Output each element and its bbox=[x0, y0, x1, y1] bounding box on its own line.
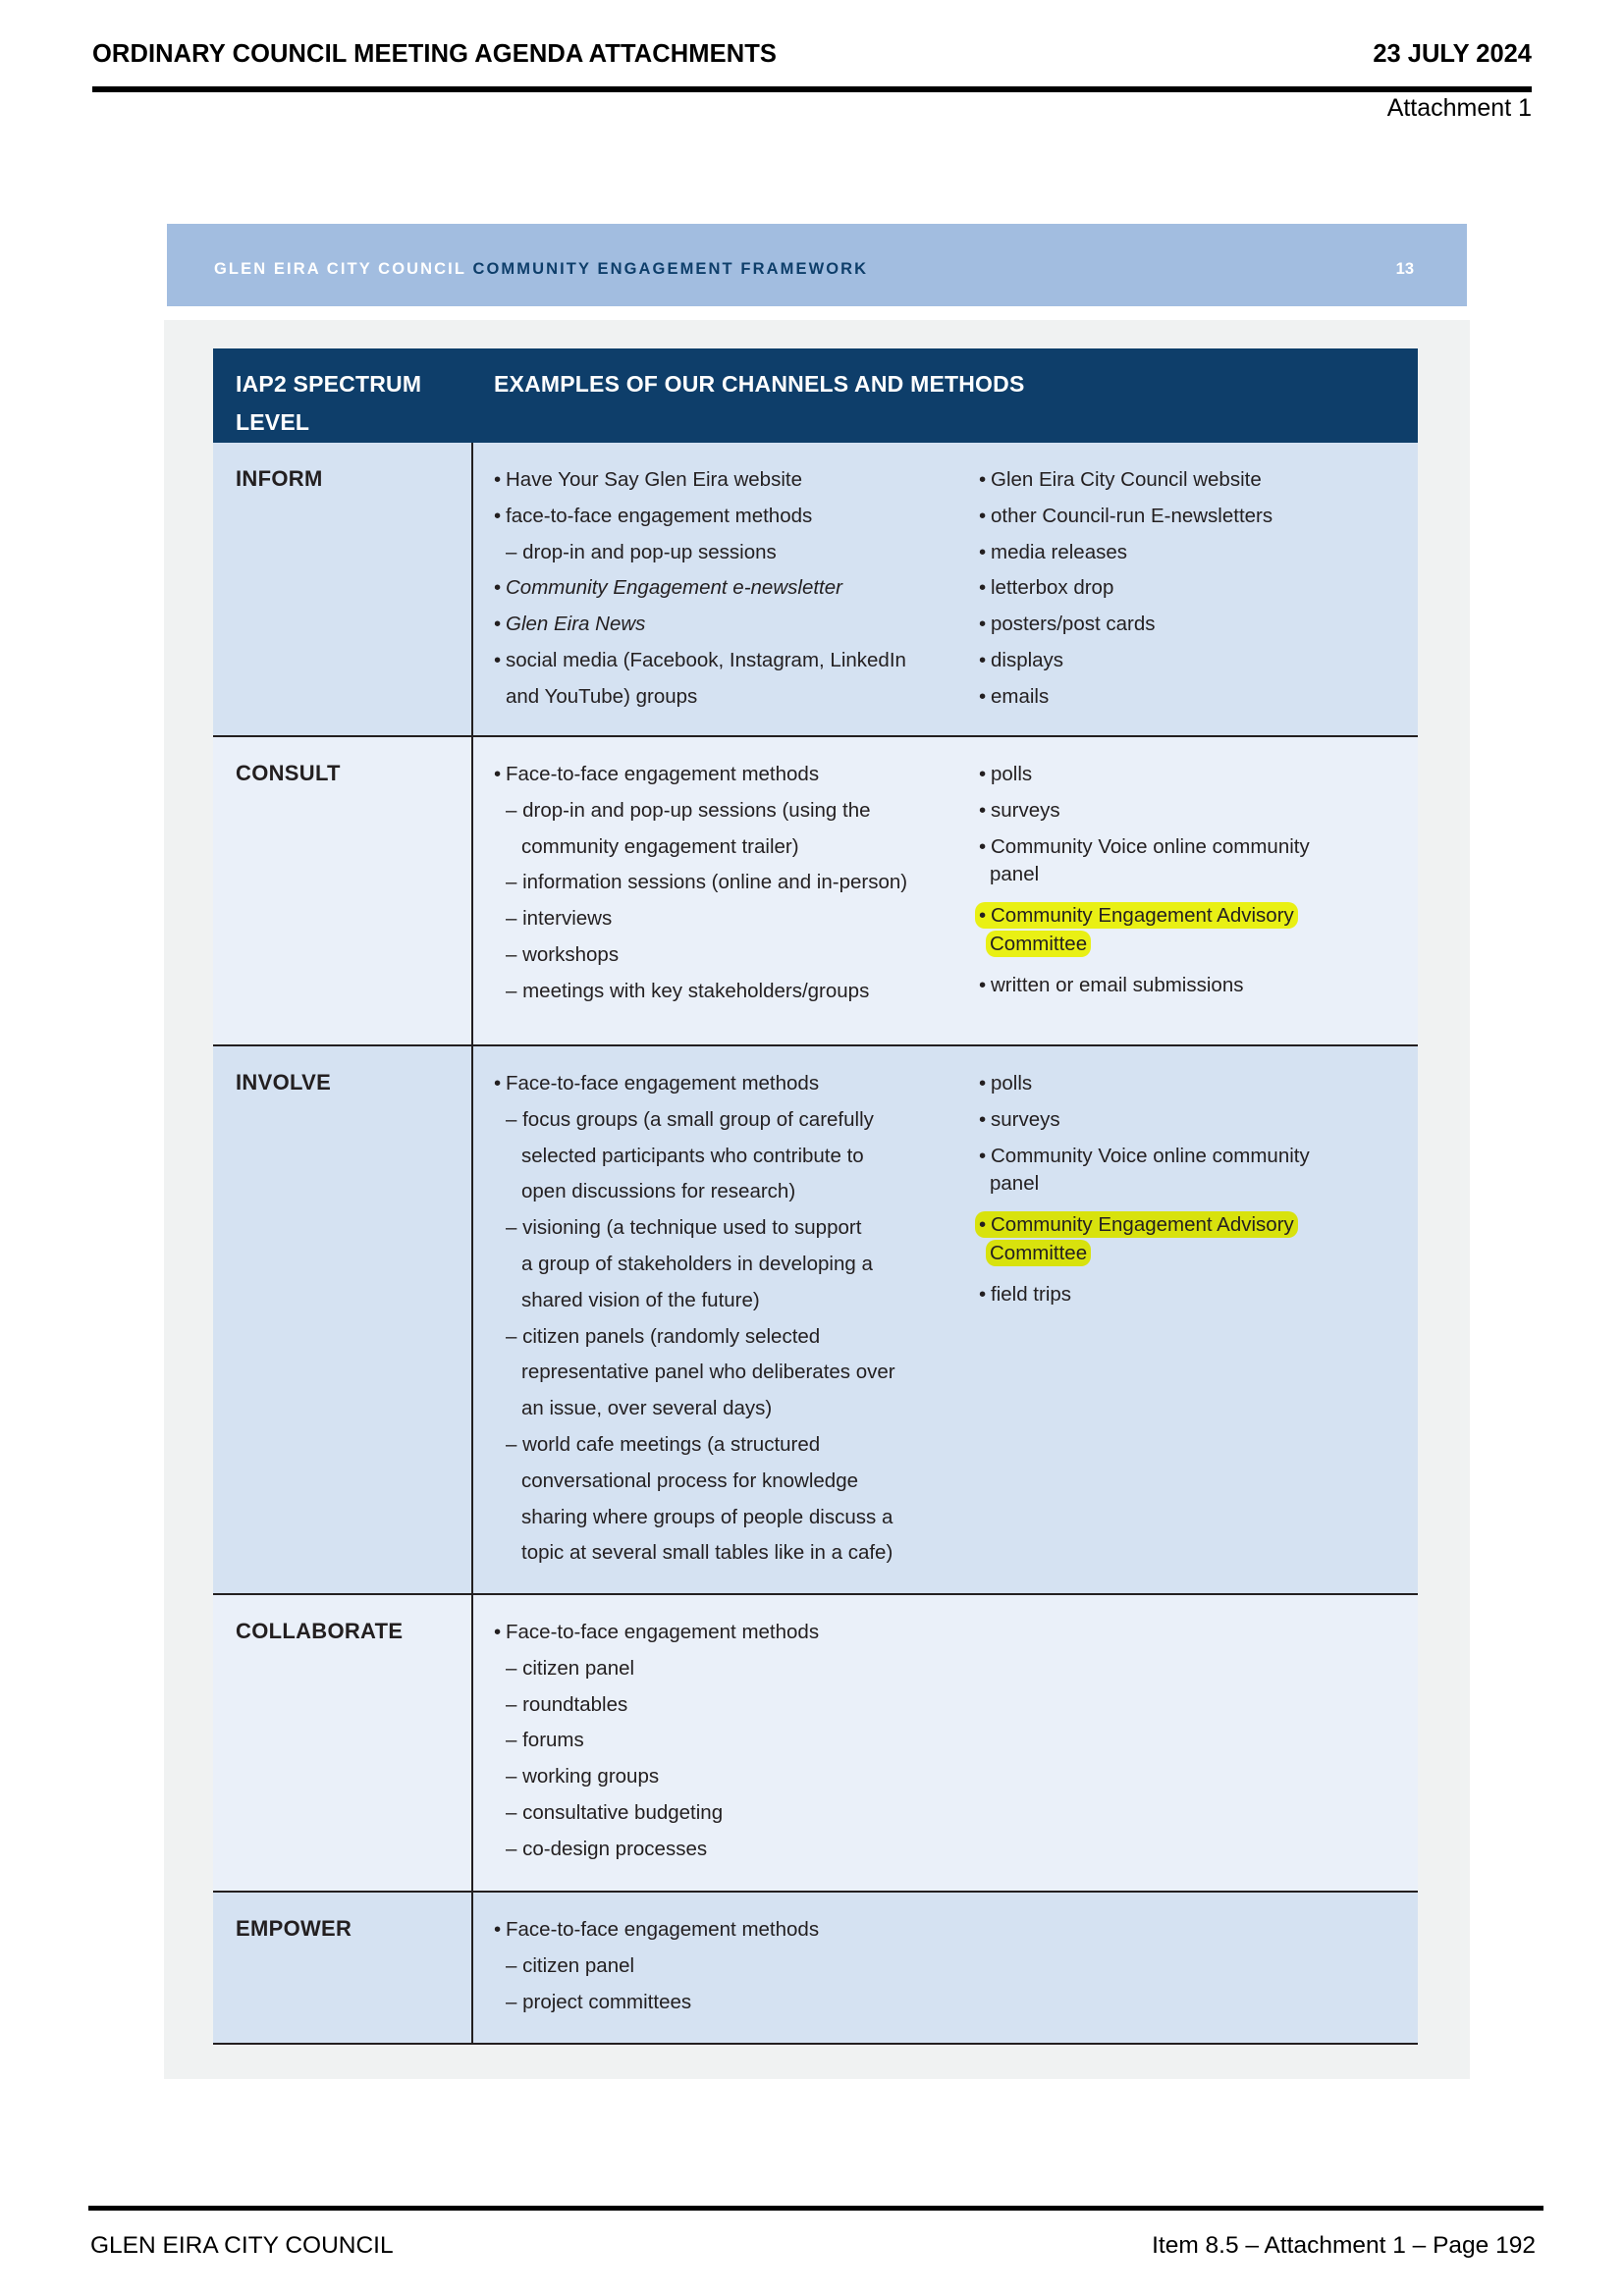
sub-list-item-continuation: selected participants who contribute to bbox=[521, 1144, 864, 1167]
column-divider bbox=[471, 737, 473, 1046]
table-row-empower bbox=[213, 1893, 1418, 2045]
bullet-icon: • bbox=[979, 1144, 987, 1167]
list-item: • Face-to-face engagement methods bbox=[494, 1066, 895, 1102]
methods-column-left bbox=[494, 462, 906, 716]
bullet-icon: • bbox=[494, 1621, 502, 1643]
header-divider bbox=[92, 86, 1532, 92]
column-header-level-line2: LEVEL bbox=[236, 409, 310, 435]
list-item: • social media (Facebook, Instagram, LinkedIn bbox=[494, 643, 906, 679]
list-item: • Have Your Say Glen Eira website bbox=[494, 462, 906, 499]
list-item: • Glen Eira City Council website bbox=[979, 462, 1272, 499]
banner-document-name: COMMUNITY ENGAGEMENT FRAMEWORK bbox=[472, 260, 869, 278]
banner-title bbox=[214, 260, 868, 279]
sub-list-item: – consultative budgeting bbox=[506, 1800, 724, 1824]
methods-column-right bbox=[979, 462, 1272, 716]
table-header bbox=[213, 348, 1418, 443]
bullet-icon: • bbox=[979, 904, 987, 928]
list-item: • displays bbox=[979, 643, 1272, 679]
sub-list-item: – drop-in and pop-up sessions bbox=[506, 540, 777, 563]
bullet-icon: • bbox=[979, 576, 987, 600]
bullet-icon: • bbox=[979, 1072, 987, 1095]
column-header-level bbox=[236, 365, 471, 442]
methods-column-left bbox=[494, 1066, 895, 1572]
level-label: INVOLVE bbox=[236, 1070, 332, 1095]
sub-list-item-continuation: topic at several small tables like in a cafe) bbox=[521, 1541, 893, 1565]
level-label: COLLABORATE bbox=[236, 1619, 404, 1643]
sub-list-item: – drop-in and pop-up sessions (using the bbox=[506, 798, 871, 822]
attachment-label: Attachment 1 bbox=[1386, 94, 1532, 122]
list-item: • written or email submissions bbox=[979, 968, 1310, 1004]
sub-list-item: – focus groups (a small group of carefully bbox=[506, 1107, 874, 1131]
banner-page-number: 13 bbox=[1395, 260, 1414, 278]
column-divider bbox=[471, 1595, 473, 1893]
sub-list-item: – visioning (a technique used to support bbox=[506, 1216, 862, 1240]
highlight-mark: • Community Engagement Advisory bbox=[975, 1211, 1298, 1238]
bullet-icon: • bbox=[979, 648, 987, 671]
list-item: • surveys bbox=[979, 1102, 1310, 1139]
sub-list-item-continuation: a group of stakeholders in developing a bbox=[521, 1252, 873, 1275]
sub-list-item: – citizen panels (randomly selected bbox=[506, 1324, 821, 1348]
sub-list-item: – workshops bbox=[506, 942, 620, 966]
document-header-title: ORDINARY COUNCIL MEETING AGENDA ATTACHMENTS bbox=[92, 40, 778, 68]
highlight-mark: Committee bbox=[986, 931, 1091, 957]
list-item: • media releases bbox=[979, 535, 1272, 571]
list-item: • polls bbox=[979, 1066, 1310, 1102]
bullet-icon: • bbox=[979, 1213, 987, 1237]
bullet-icon: • bbox=[494, 648, 502, 671]
bullet-icon: • bbox=[979, 974, 987, 997]
column-header-level-line1: IAP2 SPECTRUM bbox=[236, 371, 422, 397]
methods-column-right bbox=[979, 757, 1310, 1004]
sub-list-item-continuation: community engagement trailer) bbox=[521, 834, 799, 858]
sub-list-item-continuation: representative panel who deliberates over bbox=[521, 1361, 895, 1384]
list-item: • Face-to-face engagement methods bbox=[494, 1912, 819, 1949]
framework-banner bbox=[167, 224, 1467, 306]
list-item: • letterbox drop bbox=[979, 570, 1272, 607]
bullet-icon: • bbox=[494, 468, 502, 491]
methods-column-left bbox=[494, 757, 907, 1010]
footer-page-reference: Item 8.5 – Attachment 1 – Page 192 bbox=[1152, 2232, 1536, 2259]
table-row-consult bbox=[213, 737, 1418, 1046]
bullet-icon: • bbox=[494, 504, 502, 527]
list-item: • other Council-run E-newsletters bbox=[979, 499, 1272, 535]
bullet-icon: • bbox=[494, 576, 502, 600]
bullet-icon: • bbox=[494, 1918, 502, 1941]
sub-list-item-continuation: conversational process for knowledge bbox=[521, 1468, 858, 1492]
sub-list-item: – working groups bbox=[506, 1765, 660, 1789]
bullet-icon: • bbox=[494, 1072, 502, 1095]
sub-list-item-continuation: open discussions for research) bbox=[521, 1180, 796, 1203]
sub-list-item: – information sessions (online and in-person) bbox=[506, 871, 908, 894]
bullet-icon: • bbox=[979, 684, 987, 708]
list-item: • face-to-face engagement methods bbox=[494, 499, 906, 535]
sub-list-item: – interviews bbox=[506, 907, 613, 931]
list-item: • Face-to-face engagement methods bbox=[494, 757, 907, 793]
list-item: • Community Voice online community bbox=[979, 829, 1310, 866]
list-item-continuation bbox=[979, 1238, 1310, 1269]
column-header-channels: EXAMPLES OF OUR CHANNELS AND METHODS bbox=[494, 371, 1025, 397]
bullet-icon: • bbox=[979, 1107, 987, 1131]
list-item-continuation bbox=[979, 929, 1310, 960]
sub-list-item: – forums bbox=[506, 1729, 584, 1752]
column-divider bbox=[471, 1893, 473, 2045]
methods-column-right bbox=[979, 1066, 1310, 1313]
column-divider bbox=[471, 443, 473, 737]
methods-column-left bbox=[494, 1615, 819, 1868]
banner-org-name: GLEN EIRA CITY COUNCIL bbox=[214, 260, 466, 278]
sub-list-item: – roundtables bbox=[506, 1692, 628, 1716]
sub-list-item: – meetings with key stakeholders/groups bbox=[506, 979, 870, 1002]
level-label: INFORM bbox=[236, 466, 323, 491]
bullet-icon: • bbox=[979, 834, 987, 858]
bullet-icon: • bbox=[494, 763, 502, 785]
list-item: • Community Engagement e-newsletter bbox=[494, 570, 906, 607]
sub-list-item: – citizen panel bbox=[506, 1953, 635, 1977]
highlight-mark: Committee bbox=[986, 1240, 1091, 1266]
bullet-icon: • bbox=[494, 613, 502, 636]
table-row-involve bbox=[213, 1046, 1418, 1595]
list-item-continuation: panel bbox=[990, 863, 1040, 886]
bullet-icon: • bbox=[979, 504, 987, 527]
highlight-mark: • Community Engagement Advisory bbox=[975, 902, 1298, 929]
list-item: • posters/post cards bbox=[979, 607, 1272, 643]
list-item: • Face-to-face engagement methods bbox=[494, 1615, 819, 1651]
level-label: CONSULT bbox=[236, 761, 341, 785]
bullet-icon: • bbox=[979, 468, 987, 491]
table-row-inform bbox=[213, 443, 1418, 737]
sub-list-item-continuation: shared vision of the future) bbox=[521, 1288, 760, 1311]
sub-list-item: – co-design processes bbox=[506, 1837, 708, 1860]
bullet-icon: • bbox=[979, 1283, 987, 1307]
list-item: • surveys bbox=[979, 793, 1310, 829]
footer-divider bbox=[88, 2206, 1543, 2211]
column-divider bbox=[471, 1046, 473, 1595]
bullet-icon: • bbox=[979, 763, 987, 785]
bullet-icon: • bbox=[979, 540, 987, 563]
list-item: • Community Voice online community bbox=[979, 1139, 1310, 1175]
sub-list-item-continuation: an issue, over several days) bbox=[521, 1397, 773, 1420]
list-item: • emails bbox=[979, 679, 1272, 716]
list-item: • polls bbox=[979, 757, 1310, 793]
level-label: EMPOWER bbox=[236, 1916, 352, 1941]
bullet-icon: • bbox=[979, 798, 987, 822]
footer-org-name: GLEN EIRA CITY COUNCIL bbox=[90, 2232, 394, 2259]
sub-list-item: – project committees bbox=[506, 1990, 692, 2013]
table-row-collaborate bbox=[213, 1595, 1418, 1893]
list-item-continuation: panel bbox=[990, 1172, 1040, 1196]
meeting-date: 23 JULY 2024 bbox=[1373, 40, 1532, 68]
iap2-spectrum-table bbox=[213, 348, 1418, 2045]
list-item-continuation: and YouTube) groups bbox=[506, 684, 698, 708]
list-item: • Glen Eira News bbox=[494, 607, 906, 643]
methods-column-left bbox=[494, 1912, 819, 2020]
sub-list-item: – world cafe meetings (a structured bbox=[506, 1432, 821, 1456]
list-item: • field trips bbox=[979, 1277, 1310, 1313]
bullet-icon: • bbox=[979, 613, 987, 636]
sub-list-item: – citizen panel bbox=[506, 1656, 635, 1680]
sub-list-item-continuation: sharing where groups of people discuss a bbox=[521, 1505, 893, 1528]
